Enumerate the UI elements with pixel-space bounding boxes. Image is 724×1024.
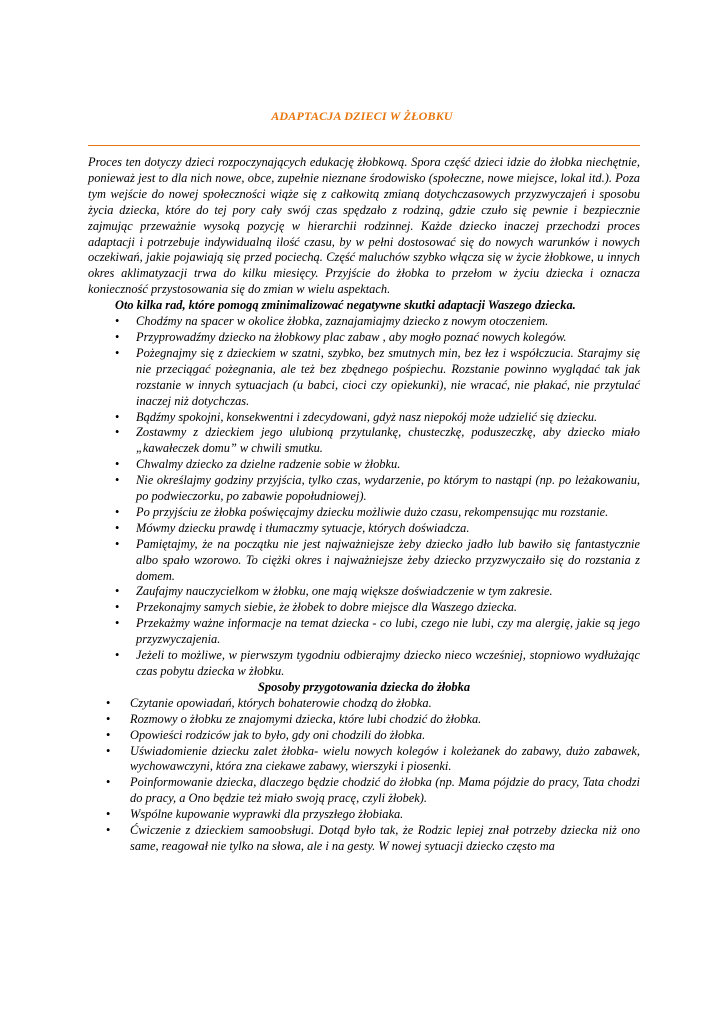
list-item: • Zostawmy z dzieckiem jego ulubioną przytulankę, chusteczkę, poduszeczkę, aby dziecko miało „kawałeczek domu” w chwili smutku. [88, 425, 640, 457]
list-item: • Opowieści rodziców jak to było, gdy oni chodzili do żłobka. [88, 728, 640, 744]
list-item: • Czytanie opowiadań, których bohaterowie chodzą do żłobka. [88, 696, 640, 712]
intro-paragraph: Proces ten dotyczy dzieci rozpoczynających edukację żłobkową. Spora część dzieci idzie do żłobka niechętnie, ponieważ jest to dla nich nowe, obce, zupełnie nieznane środowisko (społeczne, nowe miejsce, lokal itd.). Poza tym wejście do nowej społeczności wiąże się z całkowitą zmianą dotychczasowych przyzwyczajeń i sposobu życia dziecka, które do tej pory cały swój czas spędzało z rodziną, gdzie czuło się pewnie i bezpiecznie zajmując przeważnie wysoką pozycję w hierarchii rodzinnej. Każde dziecko inaczej przechodzi proces adaptacji i potrzebuje indywidualną ilość czasu, by w pełni dostosować się do nowych warunków i nowych oczekiwań, jakie pojawiają się przed pociechą. Część maluchów szybko włącza się w życie żłobkowe, u innych okres aklimatyzacji trwa do kilku miesięcy. Przyjście do żłobka to przełom w życiu dziecka i oznacza konieczność przystosowania się do zmian w wielu aspektach. [88, 155, 640, 297]
list-item: • Mówmy dziecku prawdę i tłumaczmy sytuacje, których doświadcza. [88, 521, 640, 537]
list-item: • Poinformowanie dziecka, dlaczego będzie chodzić do żłobka (np. Mama pójdzie do pracy, Tata chodzi do pracy, a Ono będzie też miało swoją pracę, czyli żłobek). [88, 775, 640, 807]
list-item: • Nie określajmy godziny przyjścia, tylko czas, wydarzenie, po którym to nastąpi (np. po leżakowaniu, po podwieczorku, po zabawie popołudniowej). [88, 473, 640, 505]
list-item: • Zaufajmy nauczycielkom w żłobku, one mają większe doświadczenie w tym zakresie. [88, 584, 640, 600]
list-item: • Przekażmy ważne informacje na temat dziecka - co lubi, czego nie lubi, czy ma alergię, jakie są jego przyzwyczajenia. [88, 616, 640, 648]
list-item: • Pamiętajmy, że na początku nie jest najważniejsze żeby dziecko jadło lub bawiło się fantastycznie albo spało wzorowo. To ciężki okres i najważniejsze żeby dziecko przyzwyczaiło się do rozstania z domem. [88, 537, 640, 585]
section-heading-preparation: Sposoby przygotowania dziecka do żłobka [257, 679, 471, 694]
list-item: • Przekonajmy samych siebie, że żłobek to dobre miejsce dla Waszego dziecka. [88, 600, 640, 616]
list-item: • Bądźmy spokojni, konsekwentni i zdecydowani, gdyż nasz niepokój może udzielić się dziecku. [88, 410, 640, 426]
list-item: • Ćwiczenie z dzieckiem samoobsługi. Dotąd było tak, że Rodzic lepiej znał potrzeby dziecka niż ono same, reagował nie tylko na słowa, ale i na gesty. W nowej sytuacji dziecko często ma [88, 823, 640, 855]
list-item: • Uświadomienie dziecku zalet żłobka- wielu nowych kolegów i koleżanek do zabawy, dużo zabawek, wychowawczyni, która zna ciekawe zabawy, wierszyki i piosenki. [88, 744, 640, 776]
list-item: • Wspólne kupowanie wyprawki dla przyszłego żłobiaka. [88, 807, 640, 823]
list-item: • Jeżeli to możliwe, w pierwszym tygodniu odbierajmy dziecko nieco wcześniej, stopniowo wydłużając czas pobytu dziecka w żłobku. [88, 648, 640, 680]
list-item: • Chodźmy na spacer w okolice żłobka, zaznajamiajmy dziecko z nowym otoczeniem. [88, 314, 640, 330]
list-item: • Pożegnajmy się z dzieckiem w szatni, szybko, bez smutnych min, bez łez i współczucia. Starajmy się nie przeciągać pożegnania, ale też bez zbędnego pośpiechu. Rozstanie powinno wyglądać tak jak rozstanie w innych sytuacjach (u babci, cioci czy opiekunki), nie wracać, nie płakać, nie przytulać inaczej niż dotychczas. [88, 346, 640, 410]
list-item: • Chwalmy dziecko za dzielne radzenie sobie w żłobku. [88, 457, 640, 473]
document-title: ADAPTACJA DZIECI W ŻŁOBKU [271, 109, 453, 123]
section-heading-tips: Oto kilka rad, które pomogą zminimalizować negatywne skutki adaptacji Waszego dziecka. [115, 298, 576, 313]
list-item: • Po przyjściu ze żłobka poświęcajmy dziecku możliwie dużo czasu, rekompensując mu rozstanie. [88, 505, 640, 521]
title-divider [88, 145, 640, 146]
preparation-list [88, 696, 640, 855]
tips-list [88, 314, 640, 680]
list-item: • Przyprowadźmy dziecko na żłobkowy plac zabaw , aby mogło poznać nowych kolegów. [88, 330, 640, 346]
list-item: • Rozmowy o żłobku ze znajomymi dziecka, które lubi chodzić do żłobka. [88, 712, 640, 728]
document-body [88, 155, 640, 855]
